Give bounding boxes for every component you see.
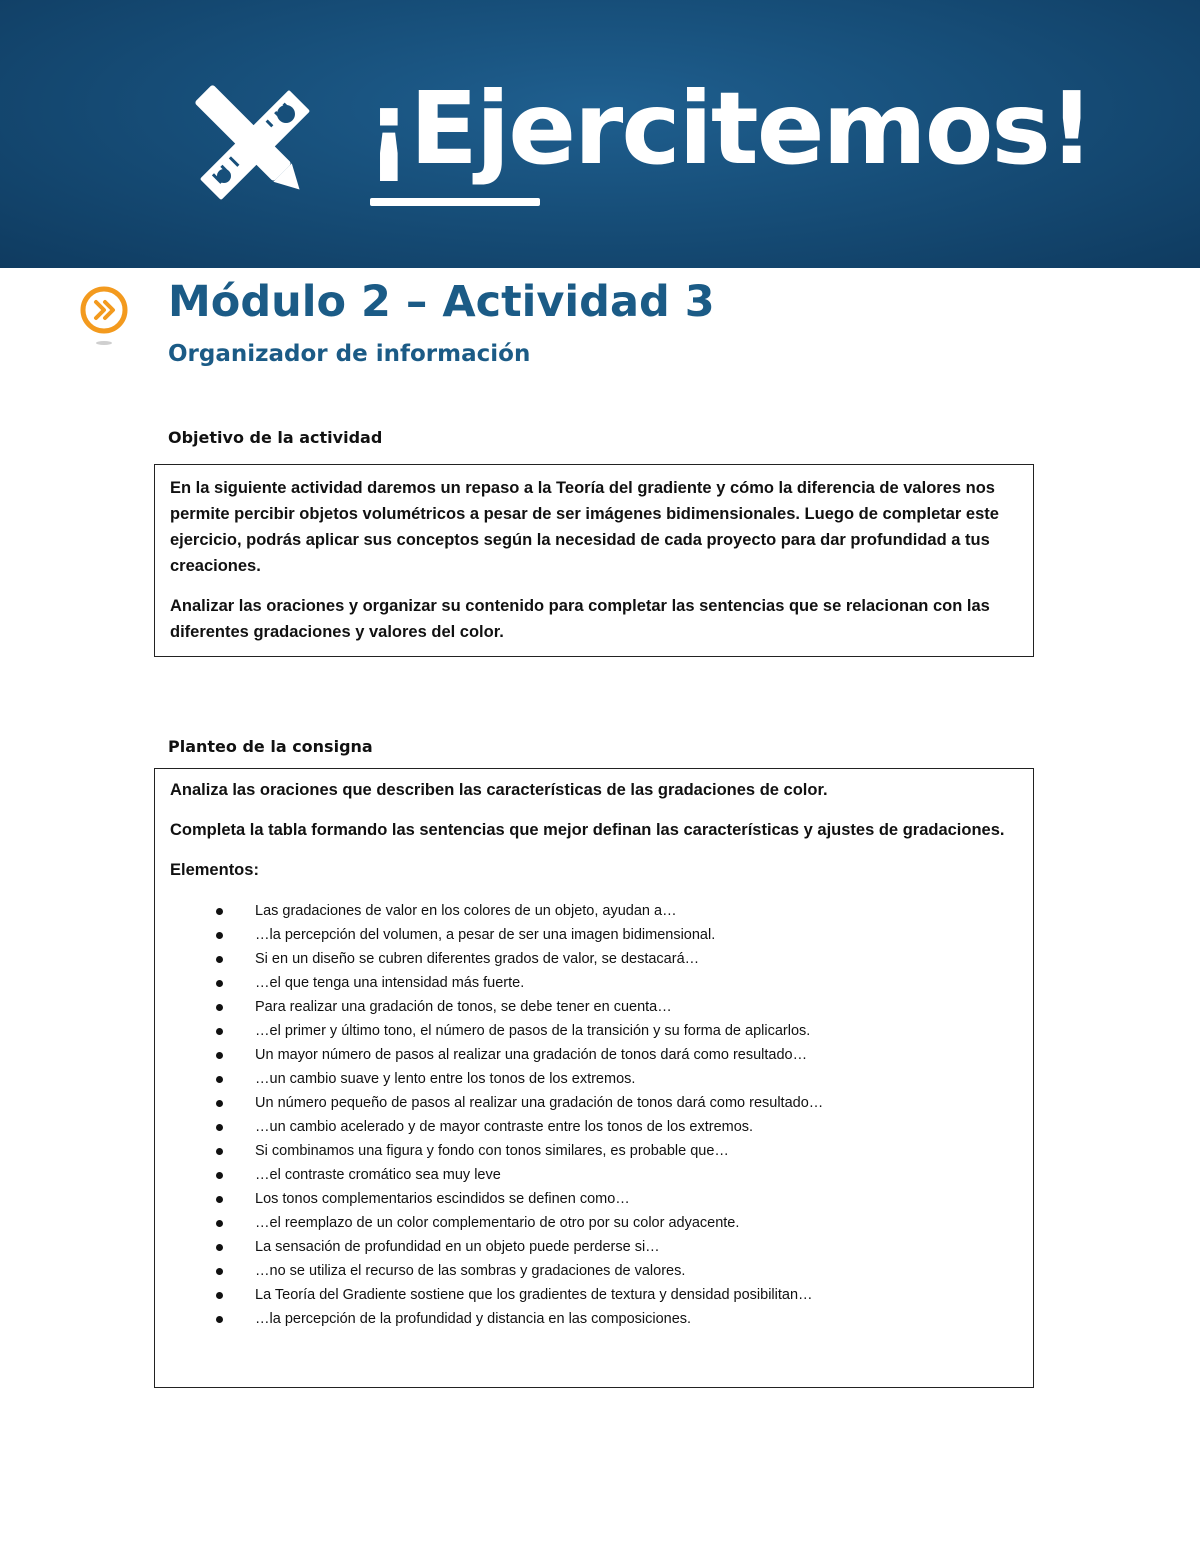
list-item: …el primer y último tono, el número de pasos de la transición y su forma de aplicarlos.: [216, 1019, 1019, 1043]
header-banner: [0, 0, 1200, 268]
list-item: Si combinamos una figura y fondo con tonos similares, es probable que…: [216, 1139, 1019, 1163]
list-item: Los tonos complementarios escindidos se definen como…: [216, 1187, 1019, 1211]
list-item: La Teoría del Gradiente sostiene que los gradientes de textura y densidad posibilitan…: [216, 1283, 1019, 1307]
list-item: Un número pequeño de pasos al realizar una gradación de tonos dará como resultado…: [216, 1091, 1019, 1115]
objective-paragraph: Analizar las oraciones y organizar su contenido para completar las sentencias que se relacionan con las diferentes gradaciones y valores del color.: [170, 597, 990, 641]
list-item: …un cambio suave y lento entre los tonos de los extremos.: [216, 1067, 1019, 1091]
assignment-box: [154, 768, 1034, 1388]
list-item: …no se utiliza el recurso de las sombras y gradaciones de valores.: [216, 1259, 1019, 1283]
objective-paragraph: En la siguiente actividad daremos un repaso a la Teoría del gradiente y cómo la diferencia de valores nos permite percibir objetos volumétricos a pesar de ser imágenes bidimensionales. Luego de completar este ejercicio, podrás aplicar sus conceptos según la necesidad de cada proyecto para dar profundidad a tus creaciones.: [170, 479, 999, 575]
page-subtitle: Organizador de información: [168, 341, 531, 367]
objective-label: Objetivo de la actividad: [168, 428, 383, 447]
assignment-paragraph: Completa la tabla formando las sentencias que mejor definan las características y ajustes de gradaciones.: [170, 821, 1005, 839]
objective-box: [154, 464, 1034, 657]
banner-underline: [370, 198, 540, 206]
double-chevron-right-icon: [78, 284, 130, 348]
banner-title: ¡Ejercitemos!: [366, 70, 1093, 187]
list-item: La sensación de profundidad en un objeto puede perderse si…: [216, 1235, 1019, 1259]
elements-heading: Elementos:: [170, 861, 259, 879]
list-item: …la percepción de la profundidad y distancia en las composiciones.: [216, 1307, 1019, 1331]
list-item: …el reemplazo de un color complementario de otro por su color adyacente.: [216, 1211, 1019, 1235]
list-item: Un mayor número de pasos al realizar una gradación de tonos dará como resultado…: [216, 1043, 1019, 1067]
list-item: Las gradaciones de valor en los colores de un objeto, ayudan a…: [216, 899, 1019, 923]
pencil-ruler-icon: [190, 80, 320, 210]
assignment-paragraph: Analiza las oraciones que describen las características de las gradaciones de color.: [170, 781, 828, 799]
list-item: Si en un diseño se cubren diferentes grados de valor, se destacará…: [216, 947, 1019, 971]
list-item: …el que tenga una intensidad más fuerte.: [216, 971, 1019, 995]
list-item: …un cambio acelerado y de mayor contraste entre los tonos de los extremos.: [216, 1115, 1019, 1139]
list-item: …la percepción del volumen, a pesar de ser una imagen bidimensional.: [216, 923, 1019, 947]
assignment-label: Planteo de la consigna: [168, 737, 373, 756]
elements-list: [170, 899, 1019, 1331]
list-item: Para realizar una gradación de tonos, se debe tener en cuenta…: [216, 995, 1019, 1019]
page-title: Módulo 2 – Actividad 3: [168, 277, 715, 327]
list-item: …el contraste cromático sea muy leve: [216, 1163, 1019, 1187]
